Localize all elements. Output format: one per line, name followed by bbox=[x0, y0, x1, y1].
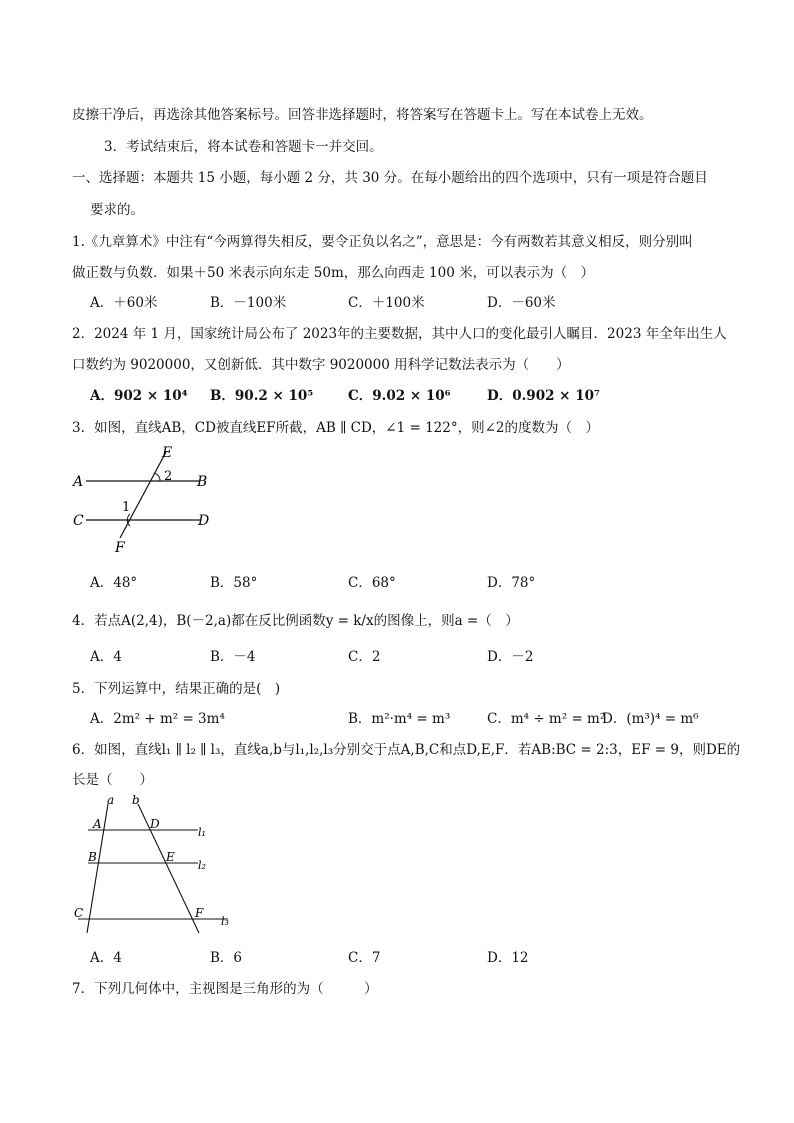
question-text: 7．下列几何体中，主视图是三角形的为（ ） bbox=[72, 981, 378, 997]
label-f-point: F bbox=[195, 906, 204, 920]
line-ef bbox=[120, 452, 166, 538]
option-d: D．78° bbox=[487, 575, 536, 591]
label-a: A bbox=[73, 474, 84, 490]
section-heading-cont: 要求的。 bbox=[90, 202, 144, 218]
option-a: A．2m² + m² = 3m⁴ bbox=[90, 711, 225, 727]
option-b: B．90.2 × 10⁵ bbox=[210, 388, 314, 404]
section-heading: 一、选择题：本题共 15 小题，每小题 2 分，共 30 分。在每小题给出的四个选项中，只有一项是符合题目 bbox=[72, 170, 708, 186]
question-text: 3．如图，直线AB，CD被直线EF所截，AB ∥ CD，∠1 = 122°，则∠2的度数为（ ） bbox=[72, 420, 599, 436]
option-c: C．2 bbox=[348, 649, 381, 665]
label-f: F bbox=[115, 540, 125, 556]
label-a-line: a bbox=[107, 793, 115, 807]
label-l3: l₃ bbox=[221, 915, 229, 928]
option-c: C．7 bbox=[348, 950, 381, 966]
parallel-lines-figure bbox=[68, 440, 228, 560]
option-d: D．0.902 × 10⁷ bbox=[487, 388, 600, 404]
option-d: D．12 bbox=[487, 950, 529, 966]
label-b-point: B bbox=[88, 850, 97, 864]
label-b-line: b bbox=[132, 793, 140, 807]
option-b: B．58° bbox=[210, 575, 258, 591]
label-angle-1: 1 bbox=[122, 500, 131, 515]
question-text: 4．若点A(2,4)，B(－2,a)都在反比例函数y = k/x的图像上，则a =（ ） bbox=[72, 613, 519, 629]
label-d: D bbox=[198, 513, 210, 529]
option-b: B．6 bbox=[210, 950, 243, 966]
option-a: A．＋60米 bbox=[90, 295, 158, 311]
question-text: 口数约为 9020000，又创新低．其中数字 9020000 用科学记数法表示为（ ） bbox=[72, 357, 570, 373]
line-b bbox=[138, 804, 199, 933]
label-a-point: A bbox=[93, 817, 102, 831]
option-a: A．902 × 10⁴ bbox=[90, 388, 188, 404]
option-c: C．68° bbox=[348, 575, 396, 591]
question-text: 1.《九章算术》中注有“今两算得失相反，要令正负以名之”，意思是：今有两数若其意义相反，则分别叫 bbox=[72, 234, 693, 250]
question-text: 长是（ ） bbox=[72, 772, 153, 788]
question-text: 5．下列运算中，结果正确的是( ) bbox=[72, 681, 281, 697]
label-c: C bbox=[73, 513, 84, 529]
question-text: 做正数与负数．如果＋50 米表示向东走 50m，那么向西走 100 米，可以表示为（ ） bbox=[72, 265, 595, 281]
question-text: 2．2024 年 1 月，国家统计局公布了 2023年的主要数据，其中人口的变化最引人瞩目．2023 年全年出生人 bbox=[72, 326, 727, 342]
option-a: A．4 bbox=[90, 950, 122, 966]
option-a: A．4 bbox=[90, 649, 122, 665]
label-angle-2: 2 bbox=[164, 469, 173, 484]
option-d: D．－2 bbox=[487, 649, 534, 665]
option-c: C．＋100米 bbox=[348, 295, 425, 311]
label-d-point: D bbox=[150, 817, 160, 831]
label-l1: l₁ bbox=[198, 826, 206, 839]
label-c-point: C bbox=[74, 906, 84, 920]
label-b: B bbox=[197, 474, 208, 490]
option-d: D．(m³)⁴ = m⁶ bbox=[602, 711, 699, 727]
option-c: C．9.02 × 10⁶ bbox=[348, 388, 451, 404]
transversal-figure bbox=[68, 792, 248, 940]
option-b: B．m²·m⁴ = m³ bbox=[348, 711, 451, 727]
option-a: A．48° bbox=[90, 575, 138, 591]
option-c: C．m⁴ ÷ m² = m² bbox=[487, 711, 606, 727]
label-e-point: E bbox=[166, 850, 175, 864]
option-d: D．－60米 bbox=[487, 295, 556, 311]
label-e: E bbox=[162, 445, 173, 461]
question-text: 6．如图，直线l₁ ∥ l₂ ∥ l₃，直线a,b与l₁,l₂,l₃分别交于点A,B,C和点D,E,F．若AB:BC = 2:3，EF = 9，则DE的 bbox=[72, 742, 741, 758]
angle-2-arc bbox=[154, 473, 160, 481]
label-l2: l₂ bbox=[198, 859, 206, 872]
option-b: B．－4 bbox=[210, 649, 256, 665]
option-b: B．－100米 bbox=[210, 295, 287, 311]
intro-line-1: 皮擦干净后，再选涂其他答案标号。回答非选择题时，将答案写在答题卡上。写在本试卷上无效。 bbox=[72, 107, 653, 123]
intro-line-2: 3．考试结束后，将本试卷和答题卡一并交回。 bbox=[104, 139, 383, 155]
